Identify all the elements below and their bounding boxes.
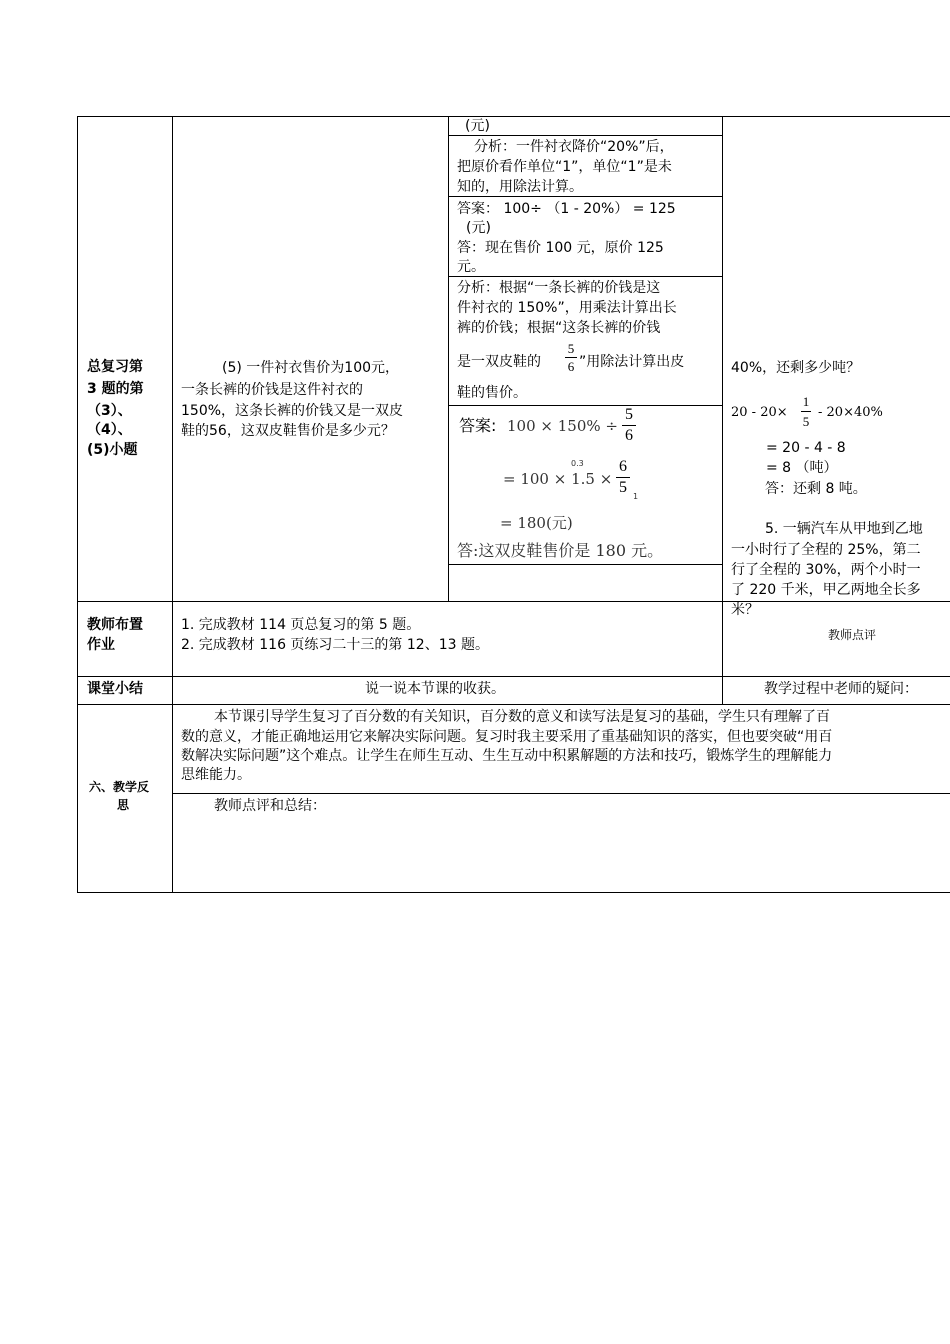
row-divider-reflection [77, 704, 950, 705]
fraction-5-6 [565, 340, 577, 375]
q5-line-3: 行了全程的 30%，两个小时一 [731, 562, 921, 578]
reflection-para-line-4: 思维能力。 [181, 767, 251, 783]
cancel-mark-top: 0.3 [571, 459, 584, 468]
analysis-2-line-1: 分析：根据“一条长裤的价钱是这 [457, 280, 661, 296]
analysis-2-line-3: 裤的价钱；根据“这条长裤的价钱 [457, 320, 661, 336]
teacher-comment: 教师点评 [828, 628, 877, 642]
reflection-para-line-2: 数的意义，才能正确地运用它来解决实际问题。复习时我主要采用了重基础知识的落实，但也要突破“用百 [181, 729, 833, 745]
answer-2-label: 答案: [459, 416, 497, 435]
fraction-denominator: 6 [625, 427, 633, 444]
question-5-line-4: 鞋的56，这双皮鞋售价是多少元？ [181, 423, 395, 439]
summary-content: 说一说本节课的收获。 [365, 681, 505, 697]
answer-2-fraction-6-5 [616, 457, 630, 498]
q5-line-5: 米？ [731, 602, 759, 618]
answer-1-line-4: 元。 [457, 259, 485, 275]
answer-2-expr-2: = 100 × 1.5 × [503, 470, 613, 488]
yuan-top: (元) [465, 118, 490, 134]
col3-divider-d [448, 405, 723, 406]
summary-header: 课堂小结 [87, 681, 143, 697]
question-5-line-3: 150%，这条长裤的价钱又是一双皮 [181, 403, 404, 419]
calc-1-post: - 20×40% [818, 405, 883, 420]
fraction-numerator: 6 [619, 458, 627, 475]
review-header-line-2: 3 题的第 [87, 381, 144, 397]
calc-3: = 8 （吨） [766, 460, 838, 476]
reflection-para-line-1: 本节课引导学生复习了百分数的有关知识，百分数的意义和读写法是复习的基础，学生只有理解了百 [214, 709, 830, 725]
calc-1-pre: 20 - 20× [731, 405, 788, 420]
reflection-header-line-1: 六、教学反 [89, 780, 150, 794]
reflection-comment-label: 教师点评和总结： [214, 798, 326, 814]
analysis-1-line-1: 分析：一件衬衣降价“20%”后， [474, 139, 674, 155]
analysis-2-line-2: 件衬衣的 150%”，用乘法计算出长 [457, 300, 677, 316]
analysis-2-line-4-pre: 是一双皮鞋的 [457, 354, 541, 370]
col-divider-3 [722, 116, 723, 705]
col-divider-1 [172, 116, 173, 893]
col-divider-2 [448, 116, 449, 602]
cancel-mark-bottom: 1 [633, 492, 639, 501]
row-divider-homework [77, 601, 950, 602]
fraction-numerator: 1 [802, 394, 810, 409]
fraction-numerator: 5 [625, 406, 633, 423]
question-5-line-2: 一条长裤的价钱是这件衬衣的 [181, 382, 363, 398]
table-border-bottom [77, 892, 950, 893]
reflection-inner-divider [172, 793, 950, 794]
col3-divider-c [448, 276, 723, 277]
table-border-top [77, 116, 950, 117]
analysis-2-line-5: 鞋的售价。 [457, 385, 527, 401]
answer-2-final: 答:这双皮鞋售价是 180 元。 [457, 541, 664, 560]
homework-item-2: 2. 完成教材 116 页练习二十三的第 12、13 题。 [181, 637, 489, 653]
homework-header-line-2: 作业 [87, 637, 115, 653]
question-5-line-1: (5) 一件衬衣售价为100元， [222, 360, 400, 376]
fraction-denominator: 5 [802, 414, 810, 429]
answer-1-line-2: (元) [466, 220, 491, 236]
col3-divider-e [448, 564, 723, 565]
fraction-denominator: 6 [567, 359, 575, 374]
answer-1-line-1: 答案： 100÷ （1 - 20%） = 125 [457, 201, 676, 217]
table-border-left [77, 116, 78, 893]
homework-header-line-1: 教师布置 [87, 617, 143, 633]
answer-1-line-3: 答：现在售价 100 元，原价 125 [457, 240, 664, 256]
fraction-denominator: 5 [619, 479, 627, 496]
review-header-line-5: (5)小题 [87, 442, 138, 458]
teacher-question-label: 教学过程中老师的疑问： [764, 681, 918, 697]
answer-2-result: = 180(元) [500, 514, 573, 532]
analysis-1-line-3: 知的，用除法计算。 [457, 179, 583, 195]
review-header-line-4: （4）、 [87, 422, 132, 438]
row-divider-summary [77, 676, 950, 677]
calc-1-fraction [801, 392, 811, 431]
analysis-1-line-2: 把原价看作单位“1”，单位“1”是未 [457, 159, 672, 175]
q5-line-1: 5. 一辆汽车从甲地到乙地 [765, 521, 923, 537]
reflection-para-line-3: 数解决实际问题”这个难点。让学生在师生互动、生生互动中积累解题的方法和技巧，锻炼学生的理解能力 [181, 748, 833, 764]
answer-2-expr-1: 100 × 150% ÷ [507, 417, 618, 435]
review-header-line-1: 总复习第 [87, 359, 143, 375]
calc-4: 答：还剩 8 吨。 [765, 481, 867, 497]
review-header-line-3: （3）、 [87, 403, 132, 419]
q5-line-2: 一小时行了全程的 25%，第二 [731, 542, 921, 558]
fraction-numerator: 5 [567, 341, 575, 356]
q4-tail: 40%，还剩多少吨？ [731, 360, 861, 376]
analysis-2-line-4-post: ”用除法计算出皮 [579, 354, 685, 370]
reflection-header-line-2: 思 [117, 798, 130, 812]
homework-item-1: 1. 完成教材 114 页总复习的第 5 题。 [181, 617, 421, 633]
calc-2: = 20 - 4 - 8 [766, 440, 846, 456]
q5-line-4: 了 220 千米，甲乙两地全长多 [731, 582, 921, 598]
answer-2-fraction-5-6 [622, 405, 636, 446]
